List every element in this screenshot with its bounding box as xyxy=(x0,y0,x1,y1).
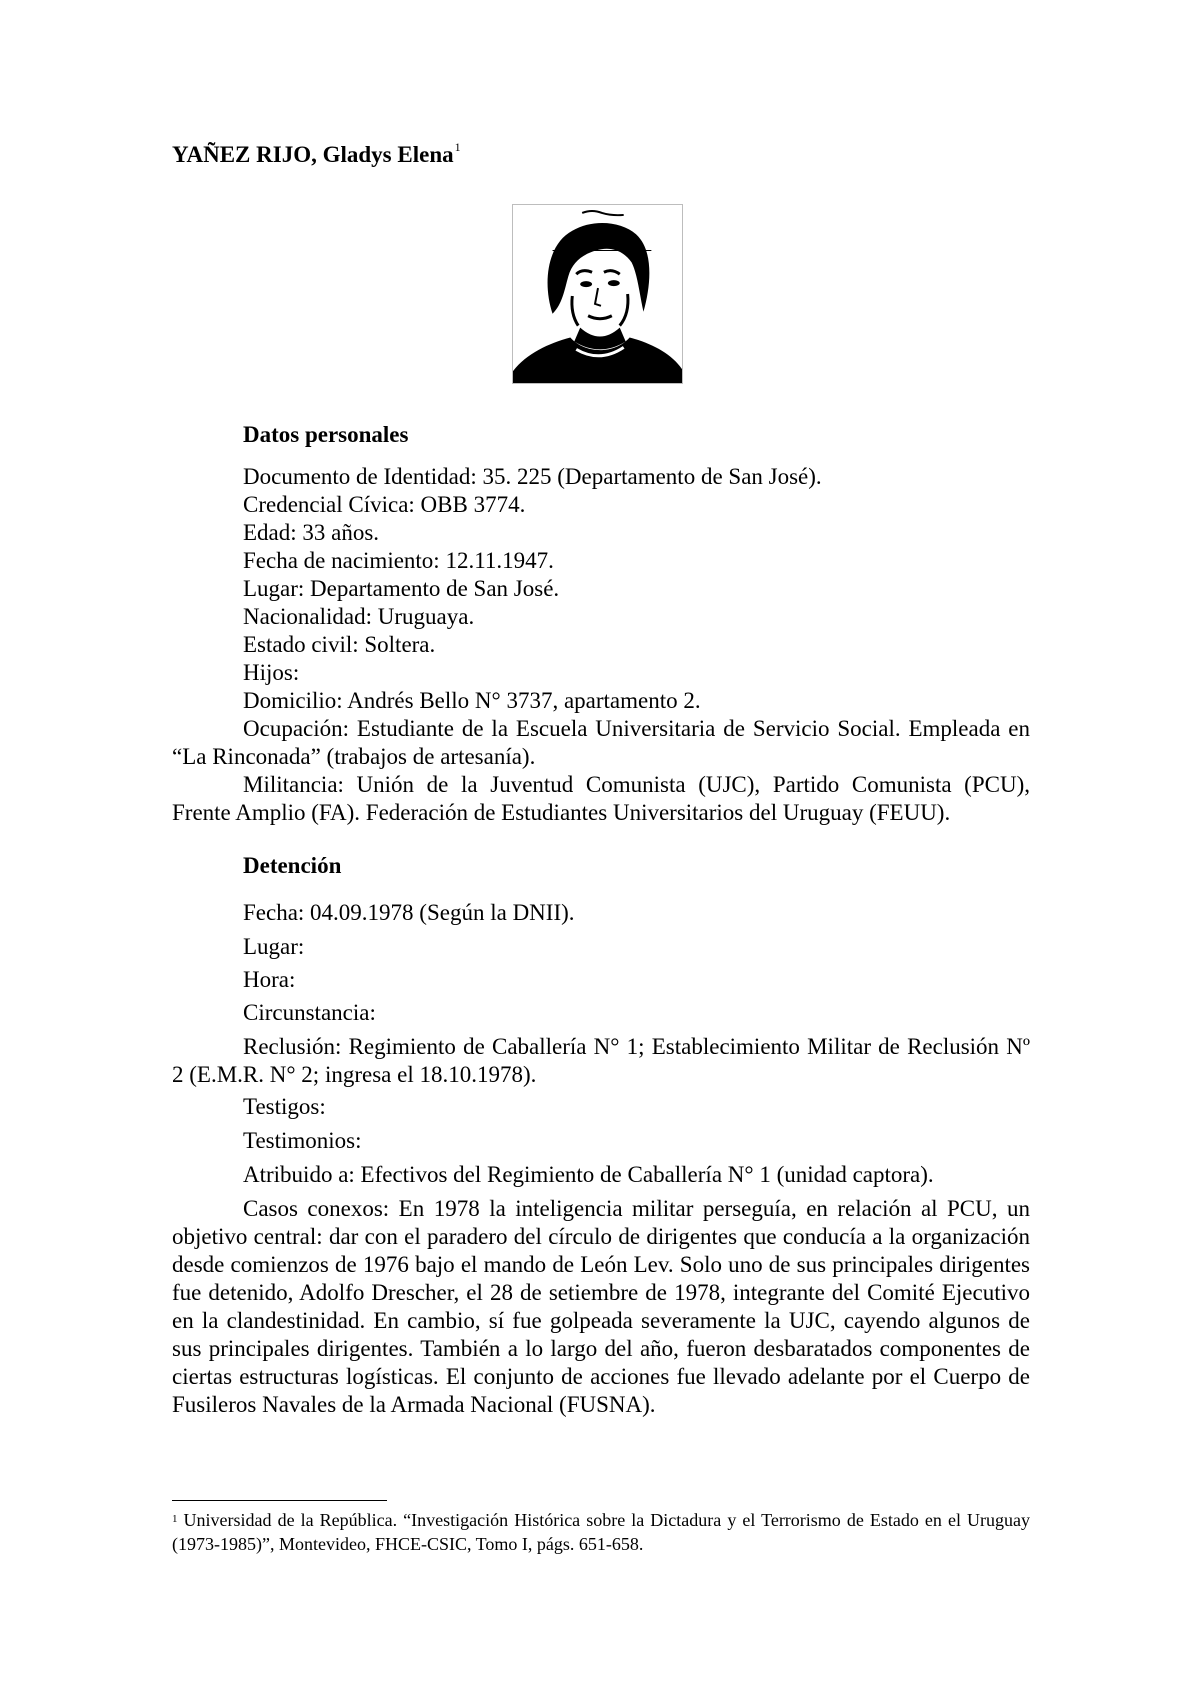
section-heading-datos-personales: Datos personales xyxy=(243,422,409,447)
footnote-text: Universidad de la República. “Investigación Histórica sobre la Dictadura y el Terrorismo de Estado en el Uruguay (1973-1985)”, Montevideo, FHCE-CSIC, Tomo I, págs. 651-658. xyxy=(172,1510,1030,1554)
datos-nacionalidad: Nacionalidad: Uruguaya. xyxy=(243,604,475,629)
footnote-divider xyxy=(172,1500,387,1501)
detencion-hora: Hora: xyxy=(243,967,296,992)
section-heading-detencion: Detención xyxy=(243,853,342,878)
datos-fecha-nacimiento: Fecha de nacimiento: 12.11.1947. xyxy=(243,548,554,573)
detencion-atribuido: Atribuido a: Efectivos del Regimiento de Caballería N° 1 (unidad captora). xyxy=(243,1162,934,1187)
datos-documento: Documento de Identidad: 35. 225 (Departamento de San José). xyxy=(243,464,822,489)
detencion-circunstancia: Circunstancia: xyxy=(243,1000,376,1025)
portrait-photo xyxy=(512,204,683,384)
detencion-reclusion: Reclusión: Regimiento de Caballería N° 1; Establecimiento Militar de Reclusión Nº 2 (E.M.R. N° 2; ingresa el 18.10.1978). xyxy=(172,1034,1030,1087)
datos-militancia: Militancia: Unión de la Juventud Comunista (UJC), Partido Comunista (PCU), Frente Amplio (FA). Federación de Estudiantes Universitarios del Uruguay (FEUU). xyxy=(172,772,1030,825)
datos-lugar: Lugar: Departamento de San José. xyxy=(243,576,560,601)
datos-domicilio: Domicilio: Andrés Bello N° 3737, apartamento 2. xyxy=(243,688,701,713)
detencion-testimonios: Testimonios: xyxy=(243,1128,362,1153)
detencion-casos-conexos: Casos conexos: En 1978 la inteligencia militar perseguía, en relación al PCU, un objetivo central: dar con el paradero del círculo de dirigentes que conducía a la organización desde comienzos de 1976 bajo el mando de León Lev. Solo uno de sus principales dirigentes fue detenido, Adolfo Drescher, el 28 de setiembre de 1978, integrante del Comité Ejecutivo en la clandestinidad. En cambio, sí fue golpeada severamente la UJC, cayendo algunos de sus principales dirigentes. También a lo largo del año, fueron desbaratados componentes de ciertas estructuras logísticas. El conjunto de acciones fue llevado adelante por el Cuerpo de Fusileros Navales de la Armada Nacional (FUSNA). xyxy=(172,1196,1030,1417)
person-name: YAÑEZ RIJO, Gladys Elena xyxy=(172,142,454,167)
portrait-photo-icon xyxy=(513,205,682,383)
detencion-lugar: Lugar: xyxy=(243,934,305,959)
datos-estado-civil: Estado civil: Soltera. xyxy=(243,632,436,657)
detencion-testigos: Testigos: xyxy=(243,1094,326,1119)
datos-edad: Edad: 33 años. xyxy=(243,520,380,545)
footnote-reference[interactable]: 1 xyxy=(454,140,461,154)
datos-hijos: Hijos: xyxy=(243,660,300,685)
datos-ocupacion: Ocupación: Estudiante de la Escuela Universitaria de Servicio Social. Empleada en “La Rinconada” (trabajos de artesanía). xyxy=(172,716,1030,769)
footnote-number: 1 xyxy=(172,1513,178,1525)
datos-credencial: Credencial Cívica: OBB 3774. xyxy=(243,492,526,517)
footnote xyxy=(172,1508,1030,1556)
person-name-title xyxy=(172,142,461,168)
detencion-fecha: Fecha: 04.09.1978 (Según la DNII). xyxy=(243,900,575,925)
